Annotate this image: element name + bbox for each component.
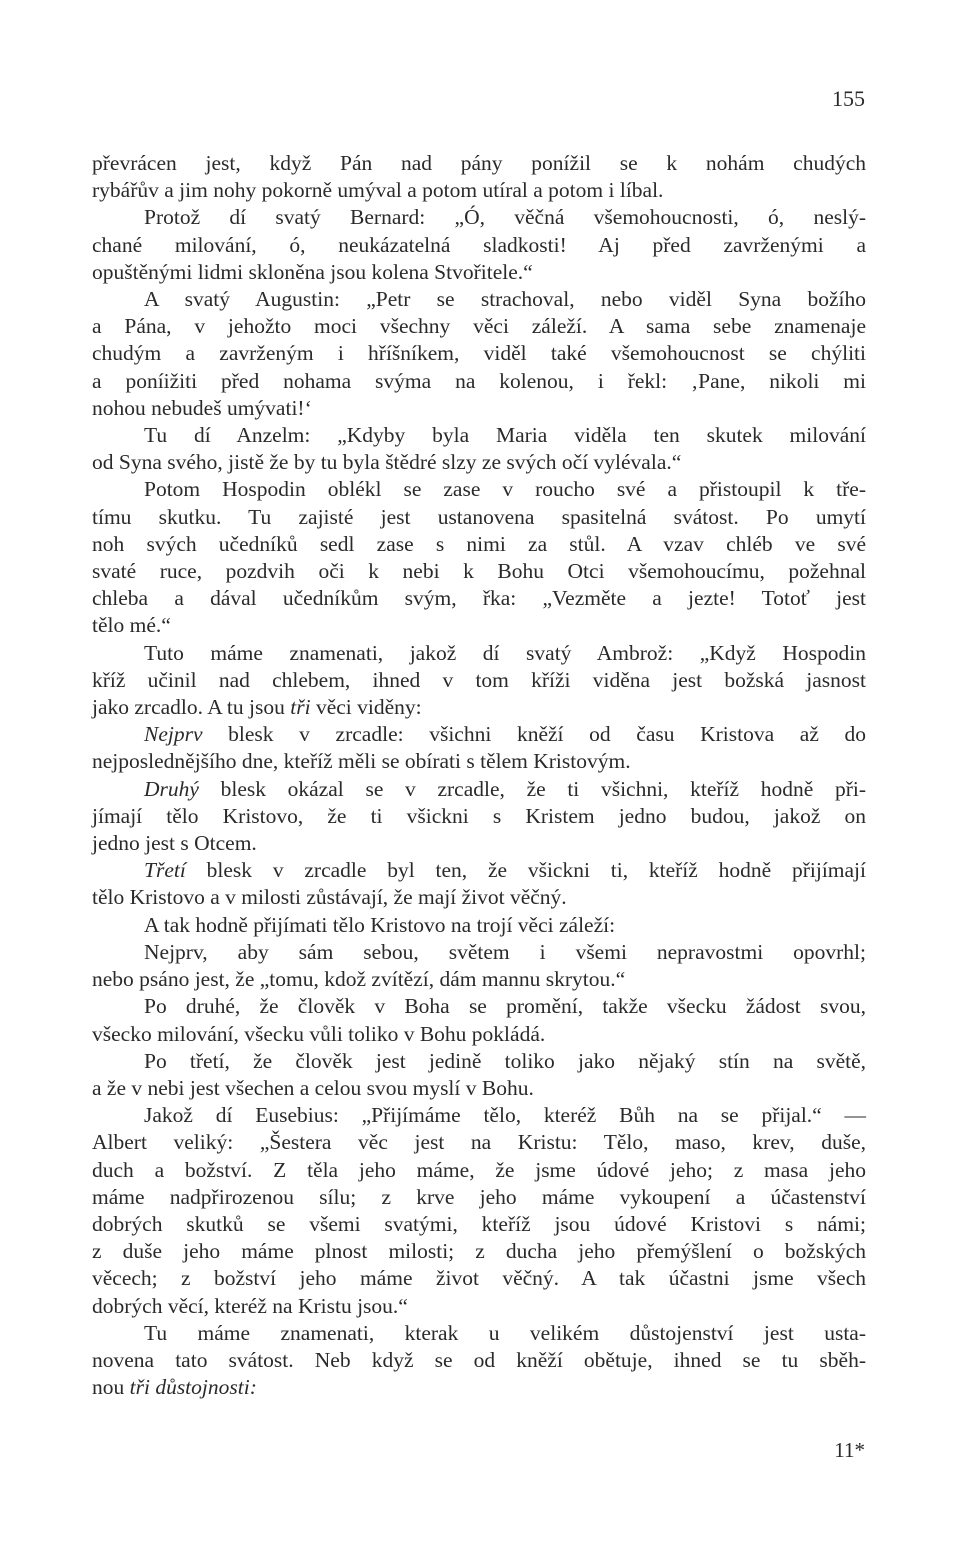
- text-line: [92, 830, 866, 857]
- italic-emphasis: tři: [290, 695, 311, 720]
- text-line: [92, 476, 866, 503]
- text-line-segment: tělo mé.“: [92, 613, 171, 638]
- text-line-segment: Albert veliký: „Šestera věc jest na Kristu: Tělo, maso, krev, duše,: [92, 1130, 866, 1155]
- text-line: [92, 1265, 866, 1292]
- text-line: [92, 150, 866, 177]
- text-line: [92, 1184, 866, 1211]
- text-line-segment: Jakož dí Eusebius: „Přijímáme tělo, kteréž Bůh na se přijal.“ —: [144, 1103, 866, 1128]
- text-line: [92, 1211, 866, 1238]
- text-line-segment: rybářův a jim nohy pokorně umýval a potom utíral a potom i líbal.: [92, 178, 664, 203]
- text-line-segment: převrácen jest, když Pán nad pány ponížil se k nohám chudých: [92, 151, 866, 175]
- text-line-segment: a Pána, v jehožto moci všechny věci záleží. A sama sebe znamenaje: [92, 314, 866, 339]
- page-number: 155: [832, 86, 865, 111]
- text-line: [92, 721, 866, 748]
- text-line-segment: svaté ruce, pozdvih oči k nebi k Bohu Otci všemohoucímu, požehnal: [92, 559, 866, 584]
- italic-emphasis: Třetí: [144, 858, 186, 883]
- text-line: [92, 204, 866, 231]
- text-line: [92, 1293, 866, 1320]
- text-line-segment: noh svých učedníků sedl zase s nimi za stůl. A vzav chléb ve své: [92, 531, 866, 556]
- text-line: [92, 857, 866, 884]
- text-line-segment: novena tato svátost. Neb když se od kněží obětuje, ihned se tu sběh-: [92, 1347, 866, 1372]
- text-line: [92, 993, 866, 1020]
- text-line-segment: tělo Kristovo a v milosti zůstávají, že mají život věčný.: [92, 885, 567, 910]
- text-line-segment: od Syna svého, jistě že by tu byla štědré slzy ze svých očí vylévala.“: [92, 450, 682, 475]
- italic-emphasis: Druhý: [144, 776, 199, 801]
- text-line: [92, 232, 866, 259]
- text-line: [92, 1347, 866, 1374]
- text-line-segment: A tak hodně přijímati tělo Kristovo na trojí věci záleží:: [144, 912, 616, 937]
- text-line: [92, 694, 866, 721]
- text-line: [92, 939, 866, 966]
- text-line: [92, 259, 866, 286]
- text-line-segment: nejposlednějšího dne, kteříž měli se obírati s tělem Kristovým.: [92, 749, 631, 774]
- text-line: [92, 286, 866, 313]
- text-line: [92, 313, 866, 340]
- text-line-segment: blesk v zrcadle byl ten, že všickni ti, kteříž hodně přijímají: [185, 858, 866, 883]
- text-line-segment: kříž učinil nad chlebem, ihned v tom kříži viděna jest božská jasnost: [92, 667, 866, 692]
- text-line: [92, 368, 866, 395]
- text-line: [92, 667, 866, 694]
- text-line: [92, 1238, 866, 1265]
- text-line: [92, 340, 866, 367]
- text-line-segment: nebo psáno jest, že „tomu, kdož zvítězí, dám mannu skrytou.“: [92, 967, 626, 992]
- body-text: [92, 150, 866, 1401]
- text-line-segment: nohou nebudeš umývati!‘: [92, 395, 312, 420]
- text-line: [92, 395, 866, 422]
- text-line: [92, 1048, 866, 1075]
- text-line: [92, 177, 866, 204]
- text-line-segment: Protož dí svatý Bernard: „Ó, věčná všemohoucnosti, ó, neslý-: [144, 205, 866, 230]
- text-line-segment: nou: [92, 1375, 130, 1400]
- text-line-segment: jedno jest s Otcem.: [92, 831, 257, 856]
- text-line-segment: A svatý Augustin: „Petr se strachoval, nebo viděl Syna božího: [144, 287, 866, 312]
- text-line-segment: jako zrcadlo. A tu jsou: [92, 695, 291, 720]
- text-line: [92, 748, 866, 775]
- text-line: [92, 422, 866, 449]
- text-line-segment: Nejprv, aby sám sebou, světem i všemi nepravostmi opovrhl;: [144, 939, 866, 964]
- text-line-segment: jímají tělo Kristovo, že ti všickni s Kristem jedno budou, jakož on: [92, 803, 866, 828]
- text-line: [92, 640, 866, 667]
- text-line-segment: opuštěnými lidmi skloněna jsou kolena Stvořitele.“: [92, 259, 533, 284]
- text-line: [92, 1320, 866, 1347]
- text-line-segment: chudým a zavrženým i hříšníkem, viděl také všemohoucnost se chýliti: [92, 341, 866, 366]
- text-line-segment: z duše jeho máme plnost milosti; z ducha jeho přemýšlení o božských: [92, 1239, 866, 1264]
- text-line-segment: chleba a dával učedníkům svým, řka: „Vezměte a jezte! Totoť jest: [92, 586, 866, 611]
- text-line-segment: blesk okázal se v zrcadle, že ti všichni, kteříž hodně při-: [198, 776, 866, 801]
- text-line-segment: Po třetí, že člověk jest jedině toliko jako nějaký stín na světě,: [144, 1048, 866, 1073]
- text-line-segment: věcech; z božství jeho máme život věčný. A tak účastni jsme všech: [92, 1266, 866, 1291]
- text-line-segment: Tu dí Anzelm: „Kdyby byla Maria viděla ten skutek milování: [144, 423, 866, 448]
- text-line-segment: chané milování, ó, neukázatelná sladkosti! Aj před zavrženými a: [92, 232, 866, 257]
- text-line: [92, 585, 866, 612]
- text-line: [92, 1374, 866, 1401]
- text-line-segment: duch a božství. Z těla jeho máme, že jsme údové jeho; z masa jeho: [92, 1157, 866, 1182]
- text-line-segment: a poníižiti před nohama svýma na kolenou, i řekl: ‚Pane, nikoli mi: [92, 368, 866, 393]
- text-line: [92, 884, 866, 911]
- text-line: [92, 776, 866, 803]
- text-line: [92, 531, 866, 558]
- text-line: [92, 504, 866, 531]
- text-line-segment: všecko milování, všecku vůli toliko v Bohu pokládá.: [92, 1021, 546, 1046]
- text-line-segment: Tu máme znamenati, kterak u velikém důstojenství jest usta-: [144, 1320, 866, 1345]
- printer-signature-mark: 11*: [834, 1438, 865, 1462]
- text-line-segment: dobrých věcí, kteréž na Kristu jsou.“: [92, 1293, 408, 1318]
- text-line: [92, 1021, 866, 1048]
- text-line-segment: Po druhé, že člověk v Boha se promění, takže všecku žádost svou,: [144, 994, 866, 1019]
- text-line-segment: věci viděny:: [310, 695, 422, 720]
- text-line-segment: blesk v zrcadle: všichni kněží od času Kristova až do: [202, 722, 866, 747]
- text-line-segment: Potom Hospodin oblékl se zase v roucho své a přistoupil k tře-: [144, 477, 866, 502]
- text-line-segment: Tuto máme znamenati, jakož dí svatý Ambrož: „Když Hospodin: [144, 640, 866, 665]
- text-line-segment: máme nadpřirozenou sílu; z krve jeho máme vykoupení a účastenství: [92, 1184, 866, 1209]
- text-line: [92, 1129, 866, 1156]
- text-line-segment: tímu skutku. Tu zajisté jest ustanovena spasitelná svátost. Po umytí: [92, 504, 866, 529]
- italic-emphasis: tři důstojnosti:: [129, 1375, 257, 1400]
- text-line-segment: dobrých skutků se všemi svatými, kteříž jsou údové Kristovi s námi;: [92, 1211, 866, 1236]
- text-line: [92, 912, 866, 939]
- text-line: [92, 1075, 866, 1102]
- text-line: [92, 612, 866, 639]
- italic-emphasis: Nejprv: [144, 722, 203, 747]
- text-line: [92, 966, 866, 993]
- text-line: [92, 558, 866, 585]
- text-line: [92, 1102, 866, 1129]
- text-line-segment: a že v nebi jest všechen a celou svou myslí v Bohu.: [92, 1075, 534, 1100]
- text-line: [92, 449, 866, 476]
- text-line: [92, 803, 866, 830]
- text-line: [92, 1157, 866, 1184]
